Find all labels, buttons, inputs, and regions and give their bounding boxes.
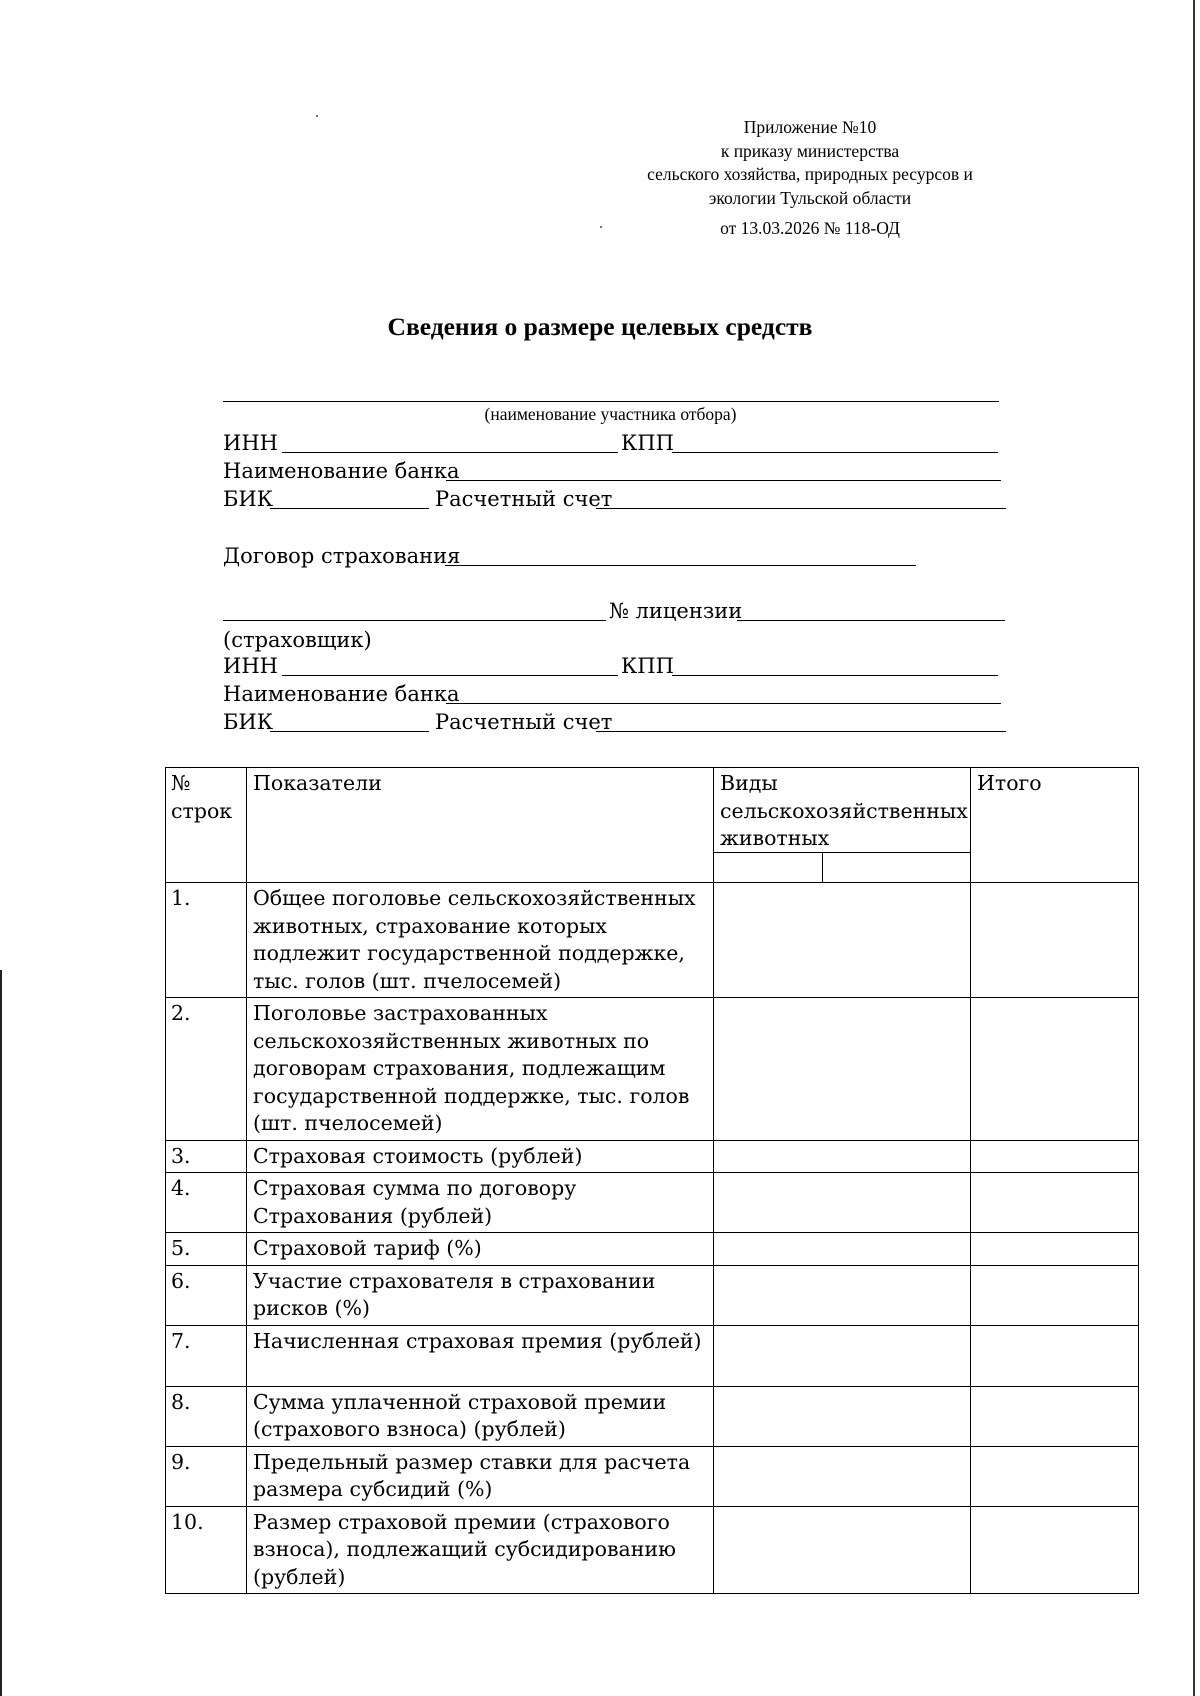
row-indicator: Сумма уплаченной страховой премии (страхового взноса) (рублей) <box>247 1386 714 1446</box>
contract-line[interactable] <box>445 565 916 566</box>
participant-caption: (наименование участника отбора) <box>484 404 737 424</box>
row-total-value[interactable] <box>971 1446 1139 1506</box>
scan-edge-right <box>1193 0 1195 1696</box>
insurer-account-line[interactable] <box>596 731 1006 732</box>
insurer-inn-label: ИНН <box>223 654 278 678</box>
row-total-value[interactable] <box>971 998 1139 1141</box>
table-row <box>166 883 1139 998</box>
row-species-value[interactable] <box>714 1173 971 1233</box>
row-number: 7. <box>166 1325 247 1386</box>
table-row <box>166 1325 1139 1386</box>
header-indicators: Показатели <box>247 768 714 883</box>
row-number: 9. <box>166 1446 247 1506</box>
page-title: Сведения о размере целевых средств <box>387 312 813 341</box>
header-species-label: Виды сельскохозяйственных животных <box>720 771 968 850</box>
table-row <box>166 1233 1139 1266</box>
header-total: Итого <box>971 768 1139 883</box>
row-number: 5. <box>166 1233 247 1266</box>
row-indicator: Начисленная страховая премия (рублей) <box>247 1325 714 1386</box>
row-total-value[interactable] <box>971 1173 1139 1233</box>
table-row <box>166 1386 1139 1446</box>
appendix-number: Приложение №10 <box>743 117 877 137</box>
order-date: от 13.03.2026 № 118-ОД <box>720 218 900 238</box>
row-indicator: Участие страхователя в страховании рисков (%) <box>247 1265 714 1325</box>
indicators-table <box>165 767 1139 1594</box>
ministry-name: сельского хозяйства, природных ресурсов и <box>647 164 973 184</box>
row-indicator: Предельный размер ставки для расчета размера субсидий (%) <box>247 1446 714 1506</box>
participant-kpp-label: КПП <box>621 431 674 455</box>
row-total-value[interactable] <box>971 1506 1139 1594</box>
row-species-value[interactable] <box>714 1506 971 1594</box>
row-number: 10. <box>166 1506 247 1594</box>
order-reference: к приказу министерства <box>720 140 900 161</box>
row-number: 2. <box>166 998 247 1141</box>
table-row <box>166 1506 1139 1594</box>
row-total-value[interactable] <box>971 1233 1139 1266</box>
row-total-value[interactable] <box>971 1140 1139 1173</box>
row-species-value[interactable] <box>714 998 971 1141</box>
participant-bank-label: Наименование банка <box>223 459 460 483</box>
participant-inn-label: ИНН <box>223 431 278 455</box>
contract-label: Договор страхования <box>223 544 461 568</box>
participant-name-line[interactable] <box>223 401 999 402</box>
header-species <box>714 768 971 883</box>
row-indicator: Страховая стоимость (рублей) <box>247 1140 714 1173</box>
license-label: № лицензии <box>609 599 743 623</box>
row-species-value[interactable] <box>714 1265 971 1325</box>
appendix-header <box>600 116 1020 241</box>
row-number: 3. <box>166 1140 247 1173</box>
ministry-region: экологии Тульской области <box>708 187 912 208</box>
table-row <box>166 1265 1139 1325</box>
row-species-value[interactable] <box>714 1386 971 1446</box>
species-subcolumn-cell[interactable] <box>714 853 823 882</box>
scan-edge-left <box>0 970 2 1696</box>
row-total-value[interactable] <box>971 1265 1139 1325</box>
insurer-bank-line[interactable] <box>446 703 1001 704</box>
row-indicator: Поголовье застрахованных сельскохозяйственных животных по договорам страхования, подлежащим государственной поддержке, тыс. голов (шт. пчелосемей) <box>247 998 714 1141</box>
table-row <box>166 1140 1139 1173</box>
row-indicator: Размер страховой премии (страхового взноса), подлежащий субсидированию (рублей) <box>247 1506 714 1594</box>
table-row <box>166 1173 1139 1233</box>
row-number: 6. <box>166 1265 247 1325</box>
table-row <box>166 1446 1139 1506</box>
row-number: 1. <box>166 883 247 998</box>
row-indicator: Страховая сумма по договору Страхования (рублей) <box>247 1173 714 1233</box>
participant-bik-line[interactable] <box>270 508 429 509</box>
insurer-kpp-line[interactable] <box>672 675 998 676</box>
insurer-kpp-label: КПП <box>621 654 674 678</box>
row-indicator: Страховой тариф (%) <box>247 1233 714 1266</box>
participant-bank-line[interactable] <box>446 480 1001 481</box>
row-number: 4. <box>166 1173 247 1233</box>
row-number: 8. <box>166 1386 247 1446</box>
table-row <box>166 998 1139 1141</box>
participant-account-line[interactable] <box>596 508 1006 509</box>
insurer-inn-line[interactable] <box>282 675 618 676</box>
row-species-value[interactable] <box>714 1325 971 1386</box>
insurer-bik-label: БИК <box>223 710 273 734</box>
header-row-number: № строк <box>166 768 247 883</box>
participant-kpp-line[interactable] <box>672 452 998 453</box>
row-species-value[interactable] <box>714 1446 971 1506</box>
row-indicator: Общее поголовье сельскохозяйственных животных, страхование которых подлежит государственной поддержке, тыс. голов (шт. пчелосемей) <box>247 883 714 998</box>
species-subcolumns <box>714 852 970 882</box>
insurer-bank-label: Наименование банка <box>223 682 460 706</box>
species-subcolumn-cell[interactable] <box>823 853 970 882</box>
license-line[interactable] <box>737 620 1005 621</box>
row-total-value[interactable] <box>971 1325 1139 1386</box>
row-total-value[interactable] <box>971 1386 1139 1446</box>
table-header-row <box>166 768 1139 883</box>
insurer-caption: (страховщик) <box>223 628 372 652</box>
row-species-value[interactable] <box>714 1140 971 1173</box>
row-species-value[interactable] <box>714 1233 971 1266</box>
participant-bik-label: БИК <box>223 487 273 511</box>
row-total-value[interactable] <box>971 883 1139 998</box>
scan-speck <box>316 115 318 117</box>
participant-account-label: Расчетный счет <box>435 487 613 511</box>
insurer-name-line[interactable] <box>223 620 606 621</box>
insurer-bik-line[interactable] <box>270 731 429 732</box>
row-species-value[interactable] <box>714 883 971 998</box>
insurer-account-label: Расчетный счет <box>435 710 613 734</box>
participant-inn-line[interactable] <box>282 452 618 453</box>
